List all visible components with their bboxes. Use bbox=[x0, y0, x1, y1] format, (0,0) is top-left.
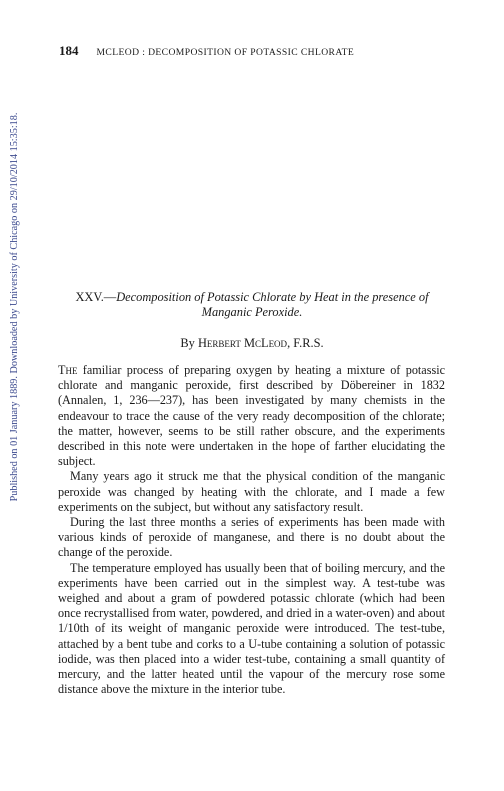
paragraph: The temperature employed has usually been that of boiling mercury, and the experiments have been carried out in the simplest way. A test-tube was weighed and about a gram of powdered potassic chlorate (which had been once recrystallised from water, powdered, and dried in a water-oven) and about 1/10th of its weight of manganic peroxide were introduced. The test-tube, attached by a bent tube and corks to a U-tube containing a solution of potassic iodide, was then placed into a wider test-tube, containing a small quantity of mercury, and the latter heated until the vapour of the mercury rose some distance above the mixture in the interior tube. bbox=[58, 560, 445, 697]
paragraph bbox=[58, 363, 445, 469]
paragraph: During the last three months a series of experiments has been made with various kinds of peroxide of manganese, and there is no doubt about the change of the peroxide. bbox=[58, 515, 445, 560]
byline bbox=[58, 335, 446, 351]
article-body bbox=[58, 363, 445, 697]
paragraph: Many years ago it struck me that the physical condition of the manganic peroxide was changed by heating with the chlorate, and I made a few experiments on the subject, but without any satisfactory result. bbox=[58, 469, 445, 514]
page-number: 184 bbox=[59, 43, 79, 58]
download-stamp: Published on 01 January 1889. Downloaded by University of Chicago on 29/10/2014 15:35:18. bbox=[9, 112, 20, 502]
paragraph-intro: The bbox=[58, 363, 78, 377]
article-number: XXV. bbox=[75, 290, 104, 304]
page-header bbox=[59, 42, 479, 58]
title-dash: — bbox=[103, 290, 117, 304]
byline-by: By bbox=[180, 336, 195, 350]
running-head: MCLEOD : DECOMPOSITION OF POTASSIC CHLORATE bbox=[96, 47, 355, 58]
article-title-text: Decomposition of Potassic Chlorate by Heat in the presence of Manganic Peroxide. bbox=[116, 290, 429, 319]
paragraph-text: familiar process of preparing oxygen by heating a mixture of potassic chlorate and manganic peroxide, first described by Döbereiner in 1832 (Annalen, 1, 236—237), has been investigated by many chemists in the endeavour to trace the cause of the very ready decomposition of the chlorate; the matter, however, seems to be still rather obscure, and the experiments described in this note were undertaken in the hope of farther elucidating the subject. bbox=[58, 363, 445, 469]
author-suffix: , F.R.S. bbox=[287, 336, 324, 350]
author-name: Herbert McLeod bbox=[197, 336, 288, 350]
article-title bbox=[58, 290, 446, 320]
